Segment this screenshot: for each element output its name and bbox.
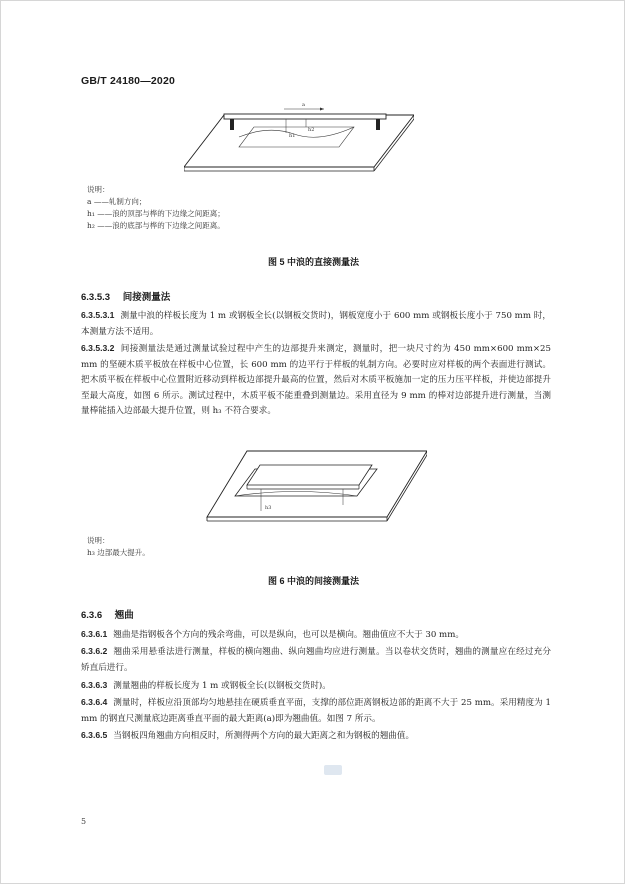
- clause-text: 翘曲是指钢板各个方向的残余弯曲，可以是纵向，也可以是横向。翘曲值应不大于 30 mm。: [113, 630, 464, 640]
- paragraph-6365: [81, 728, 551, 745]
- legend-title: 说明：: [87, 185, 110, 194]
- clause-number: 6.3.6.5: [81, 730, 108, 740]
- section-number: 6.3.6: [81, 610, 103, 621]
- label-a: a: [302, 102, 305, 108]
- section-number: 6.3.5.3: [81, 292, 111, 303]
- legend-item: h₃ 边部最大提升。: [87, 548, 150, 557]
- clause-text: 间接测量法是通过测量试验过程中产生的边部提升来测定，测量时，把一块尺寸约为 450 mm×600 mm×25 mm 的坚硬木质平板放在样板中心位置，长 600 mm 的边平行于样板的轧制方向。必要时应对样板的两个表面进行测试。把木质平板在样板中心位置附近移动到样板边部提升最高的位置，然后对木质平板施加一定的压力压平样板，并使边部提升至最大高度，如图 6 所示。测试过程中，木质平板不能重叠到测量边。采用直径为 9 mm 的棒对边部提升进行测量，当测量棒能插入边部最大提升位置，则 h₃ 不符合要求。: [81, 344, 551, 416]
- section-title: 翘曲: [114, 610, 134, 621]
- clause-text: 测量中浪的样板长度为 1 m 或钢板全长(以钢板交货时)，钢板宽度小于 600 mm 或钢板长度小于 750 mm 时，本测量方法不适用。: [81, 311, 551, 337]
- legend-item: a ——轧制方向；: [87, 197, 147, 206]
- page-number: 5: [81, 817, 87, 826]
- figure-6-legend: [87, 535, 150, 559]
- paragraph-6353-2: [81, 341, 551, 420]
- clause-text: 翘曲采用悬垂法进行测量，样板的横向翘曲、纵向翘曲均应进行测量。当以卷状交货时，翘曲的测量应在经过充分矫直后进行。: [81, 647, 551, 673]
- section-heading-6353: [81, 289, 170, 303]
- clause-number: 6.3.6.1: [81, 629, 108, 639]
- figure-5-caption: 图 5 中浪的直接测量法: [267, 257, 359, 267]
- clause-number: 6.3.6.3: [81, 680, 108, 690]
- clause-number: 6.3.5.3.2: [81, 343, 115, 353]
- clause-text: 当钢板四角翘曲方向相反时，所测得两个方向的最大距离之和为钢板的翘曲值。: [113, 731, 415, 741]
- standard-code: GB/T 24180—2020: [81, 75, 176, 87]
- figure-6-diagram: [197, 441, 427, 527]
- section-heading-636: [81, 607, 134, 621]
- clause-number: 6.3.6.4: [81, 697, 108, 707]
- legend-title: 说明：: [87, 536, 110, 545]
- clause-number: 6.3.6.2: [81, 646, 108, 656]
- paragraph-6361: [81, 627, 551, 644]
- paragraph-6363: [81, 678, 551, 695]
- watermark-logo: [324, 765, 342, 775]
- paragraph-6362: [81, 644, 551, 676]
- label-h3: h3: [265, 505, 272, 511]
- paragraph-6364: [81, 695, 551, 727]
- legend-item: h₂ ——浪的底部与桦的下边缘之间距离。: [87, 221, 225, 230]
- clause-text: 测量翘曲的样板长度为 1 m 或钢板全长(以钢板交货时)。: [113, 681, 331, 691]
- clause-text: 测量时，样板应沿顶部均匀地悬挂在硬质垂直平面，支撑的部位距离钢板边部的距离不大于 25 mm。采用精度为 1 mm 的钢直尺测量底边距离垂直平面的最大距离(a)即为翘曲值。如图 7 所示。: [81, 698, 551, 724]
- figure-6-caption: 图 6 中浪的间接测量法: [267, 576, 359, 586]
- legend-item: h₁ ——浪的顶部与桦的下边缘之间距离；: [87, 209, 225, 218]
- clause-number: 6.3.5.3.1: [81, 310, 115, 320]
- label-h1: h1: [289, 133, 296, 139]
- figure-5-legend: [87, 184, 225, 232]
- paragraph-6353-1: [81, 308, 551, 340]
- figure-5-diagram: [184, 97, 414, 177]
- section-title: 间接测量法: [122, 292, 171, 303]
- label-h2: h2: [308, 127, 315, 133]
